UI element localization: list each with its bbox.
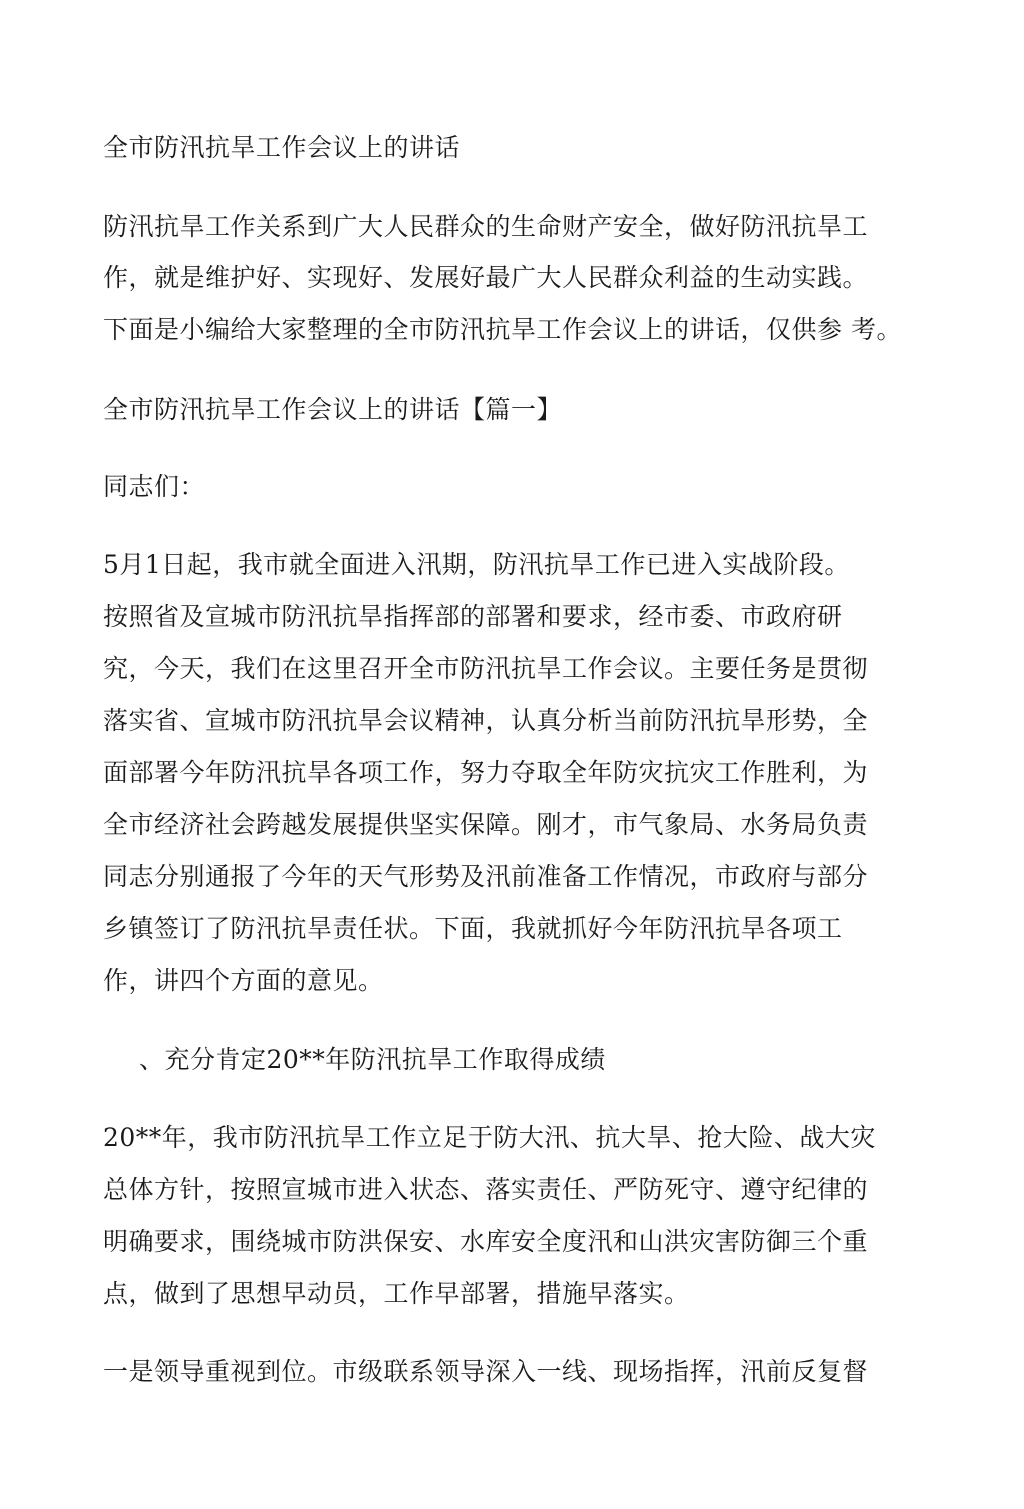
paragraph-line: 落实省、宣城市防汛抗旱会议精神，认真分析当前防汛抗旱形势，全 — [103, 706, 869, 735]
paragraph-line: 全市经济社会跨越发展提供坚实保障。刚才，市气象局、水务局负责 — [103, 810, 869, 839]
paragraph-line: 同志分别通报了今年的天气形势及汛前准备工作情况，市政府与部分 — [103, 862, 869, 891]
paragraph-line: 总体方针，按照宣城市进入状态、落实责任、严防死守、遵守纪律的 — [103, 1175, 869, 1204]
intro-line: 下面是小编给大家整理的全市防汛抗旱工作会议上的讲话，仅供参 考。 — [103, 315, 902, 344]
intro-line: 防汛抗旱工作关系到广大人民群众的生命财产安全，做好防汛抗旱工 — [103, 212, 869, 241]
paragraph-line: 作，讲四个方面的意见。 — [103, 966, 384, 995]
paragraph-line: 明确要求，围绕城市防洪保安、水库安全度汛和山洪灾害防御三个重 — [103, 1227, 869, 1256]
paragraph-line: 点，做到了思想早动员，工作早部署，措施早落实。 — [103, 1279, 690, 1308]
paragraph-line: 面部署今年防汛抗旱各项工作，努力夺取全年防灾抗灾工作胜利，为 — [103, 758, 869, 787]
salutation: 同志们： — [103, 472, 206, 501]
paragraph-line: 究，今天，我们在这里召开全市防汛抗旱工作会议。主要任务是贯彻 — [103, 654, 869, 683]
paragraph-line: 20**年，我市防汛抗旱工作立足于防大汛、抗大旱、抢大险、战大灾 — [103, 1123, 876, 1152]
document-title: 全市防汛抗旱工作会议上的讲话 — [103, 133, 461, 162]
paragraph-line: 一是领导重视到位。市级联系领导深入一线、现场指挥，汛前反复督 — [103, 1357, 869, 1386]
paragraph-line: 按照省及宣城市防汛抗旱指挥部的部署和要求，经市委、市政府研 — [103, 602, 843, 631]
section-heading: 、充分肯定20**年防汛抗旱工作取得成绩 — [139, 1045, 606, 1074]
paragraph-line: 5月1日起，我市就全面进入汛期，防汛抗旱工作已进入实战阶段。 — [103, 550, 850, 579]
section-title: 全市防汛抗旱工作会议上的讲话【篇一】 — [103, 395, 563, 424]
intro-line: 作，就是维护好、实现好、发展好最广大人民群众利益的生动实践。 — [103, 263, 869, 292]
paragraph-line: 乡镇签订了防汛抗旱责任状。下面，我就抓好今年防汛抗旱各项工 — [103, 914, 843, 943]
